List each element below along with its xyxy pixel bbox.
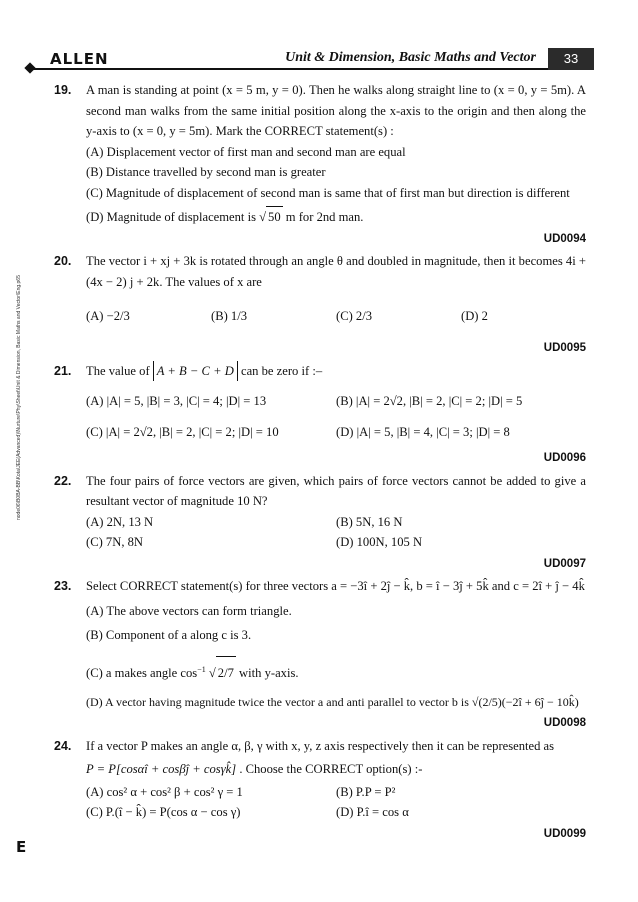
header-rule [30,68,558,70]
side-file-path: node06\B0BA-BB\Kota\JEE(Advanced)\Nurture\Phy\Sheet\Unit & Dimension, Basic Maths and Vector\Eng.p65 [16,275,22,520]
question-list [56,80,586,846]
option-c: (C) |A| = 2√2, |B| = 2, |C| = 2; |D| = 10 [86,424,279,439]
option-a: (A) −2/3 [86,308,130,323]
question-code: UD0095 [543,342,586,354]
option-a: (A) |A| = 5, |B| = 3, |C| = 4; |D| = 13 [86,394,267,408]
question-22 [56,471,586,575]
option-d: (D) 100N, 105 N [336,535,423,549]
option-b: (B) 5N, 16 N [336,514,403,529]
chapter-title: Unit & Dimension, Basic Maths and Vector [285,50,536,65]
option-c: (C) 2/3 [336,308,373,323]
option-c: (C) a makes angle $\cos^{-1}$ √ 2/7 with y-axis. [86,654,586,686]
question-number: 20. [54,254,72,268]
question-stem: A man is standing at point (x = 5 m, y = 0). Then he walks along straight line to (x = 0, y = 5m). A second man walks from the same initial position along the x-axis to the origin and then along the y-axis to (x = 0, y = 5m). Mark the CORRECT statement(s) : [86,83,586,138]
option-a: (A) The above vectors can form triangle. [86,603,292,618]
question-number: 24. [54,738,72,753]
question-stem: The value of [86,363,150,378]
question-code: UD0097 [543,557,586,570]
option-b: (B) 1/3 [211,308,248,323]
option-c: (C) P.(î − k̂) = P(cos α − cos γ) [86,805,241,819]
question-code: UD0094 [543,232,586,245]
question-number: 22. [54,473,72,488]
option-a: (A) 2N, 13 N [86,514,154,529]
option-a: (A) Displacement vector of first man and second man are equal [86,144,406,159]
option-b: (B) Component of a along c is 3. [86,628,252,642]
option-b: (B) Distance travelled by second man is greater [86,165,326,179]
option-d: (D) Magnitude of displacement is √ 50 m for 2nd man. [86,206,586,228]
question-number: 23. [54,579,72,593]
option-d-text: (D) Magnitude of displacement is [86,210,256,224]
option-d: (D) P.î = cos α [336,805,409,819]
question-number: 21. [54,363,72,378]
question-23 [56,576,586,734]
sqrt-value: 50 [266,206,283,228]
question-24 [56,736,586,845]
option-b: (B) P.P = P² [336,784,396,799]
option-c-text: (C) a makes angle cos [86,665,198,680]
question-code: UD0098 [543,717,586,729]
page-number: 33 [548,48,594,70]
question-stem-suffix: can be zero if :– [241,363,323,378]
option-d: (D) 2 [461,308,488,323]
question-19 [56,80,586,249]
question-code: UD0096 [543,452,586,464]
vector-expression: A + B − C + D [153,361,238,382]
sqrt-fraction: 2/7 [216,656,236,689]
question-stem: Select CORRECT statement(s) for three vectors a = −3î + 2ĵ − k̂, b = î − 3ĵ + 5k̂ and c = 2î + ĵ − 4k̂ [86,579,585,593]
option-d: (D) |A| = 5, |B| = 4, |C| = 3; |D| = 8 [336,424,510,439]
question-code: UD0099 [543,827,586,840]
question-21 [56,361,586,469]
question-stem-suffix: . Choose the CORRECT option(s) :- [239,762,423,776]
option-d-expression: (−2î + 6ĵ − 10k̂) [501,694,579,709]
question-stem: If a vector P makes an angle α, β, γ with x, y, z axis respectively then it can be represented as [86,738,555,753]
footer-letter: E [16,838,27,856]
option-d: (D) A vector having magnitude twice the vector a and anti parallel to vector b is √(2/5)(−2î + 6ĵ − 10k̂) [86,694,579,709]
option-a: (A) cos² α + cos² β + cos² γ = 1 [86,784,243,799]
option-c: (C) Magnitude of displacement of second man is same that of first man but direction is different [86,185,570,200]
option-d-suffix: m for 2nd man. [285,210,364,224]
question-20 [56,251,586,359]
page-header [30,50,594,72]
vector-representation: P = P[cosαî + cosβĵ + cosγk̂] [86,762,237,776]
option-d-text: (D) A vector having magnitude twice the vector a and anti parallel to vector b is [86,694,469,709]
question-stem: The four pairs of force vectors are given, which pairs of force vectors cannot be added to give a resultant vector of magnitude 10 N? [86,473,586,508]
question-number: 19. [54,83,72,97]
option-b: (B) |A| = 2√2, |B| = 2, |C| = 2; |D| = 5 [336,394,523,408]
brand-logo: ALLEN [50,50,109,68]
option-c: (C) 7N, 8N [86,535,144,549]
question-stem: The vector i + xj + 3k is rotated through an angle θ and doubled in magnitude, then it becomes 4i + (4x − 2) j + 2k. The values of x are [86,254,586,289]
option-c-suffix: with y-axis. [239,665,299,680]
